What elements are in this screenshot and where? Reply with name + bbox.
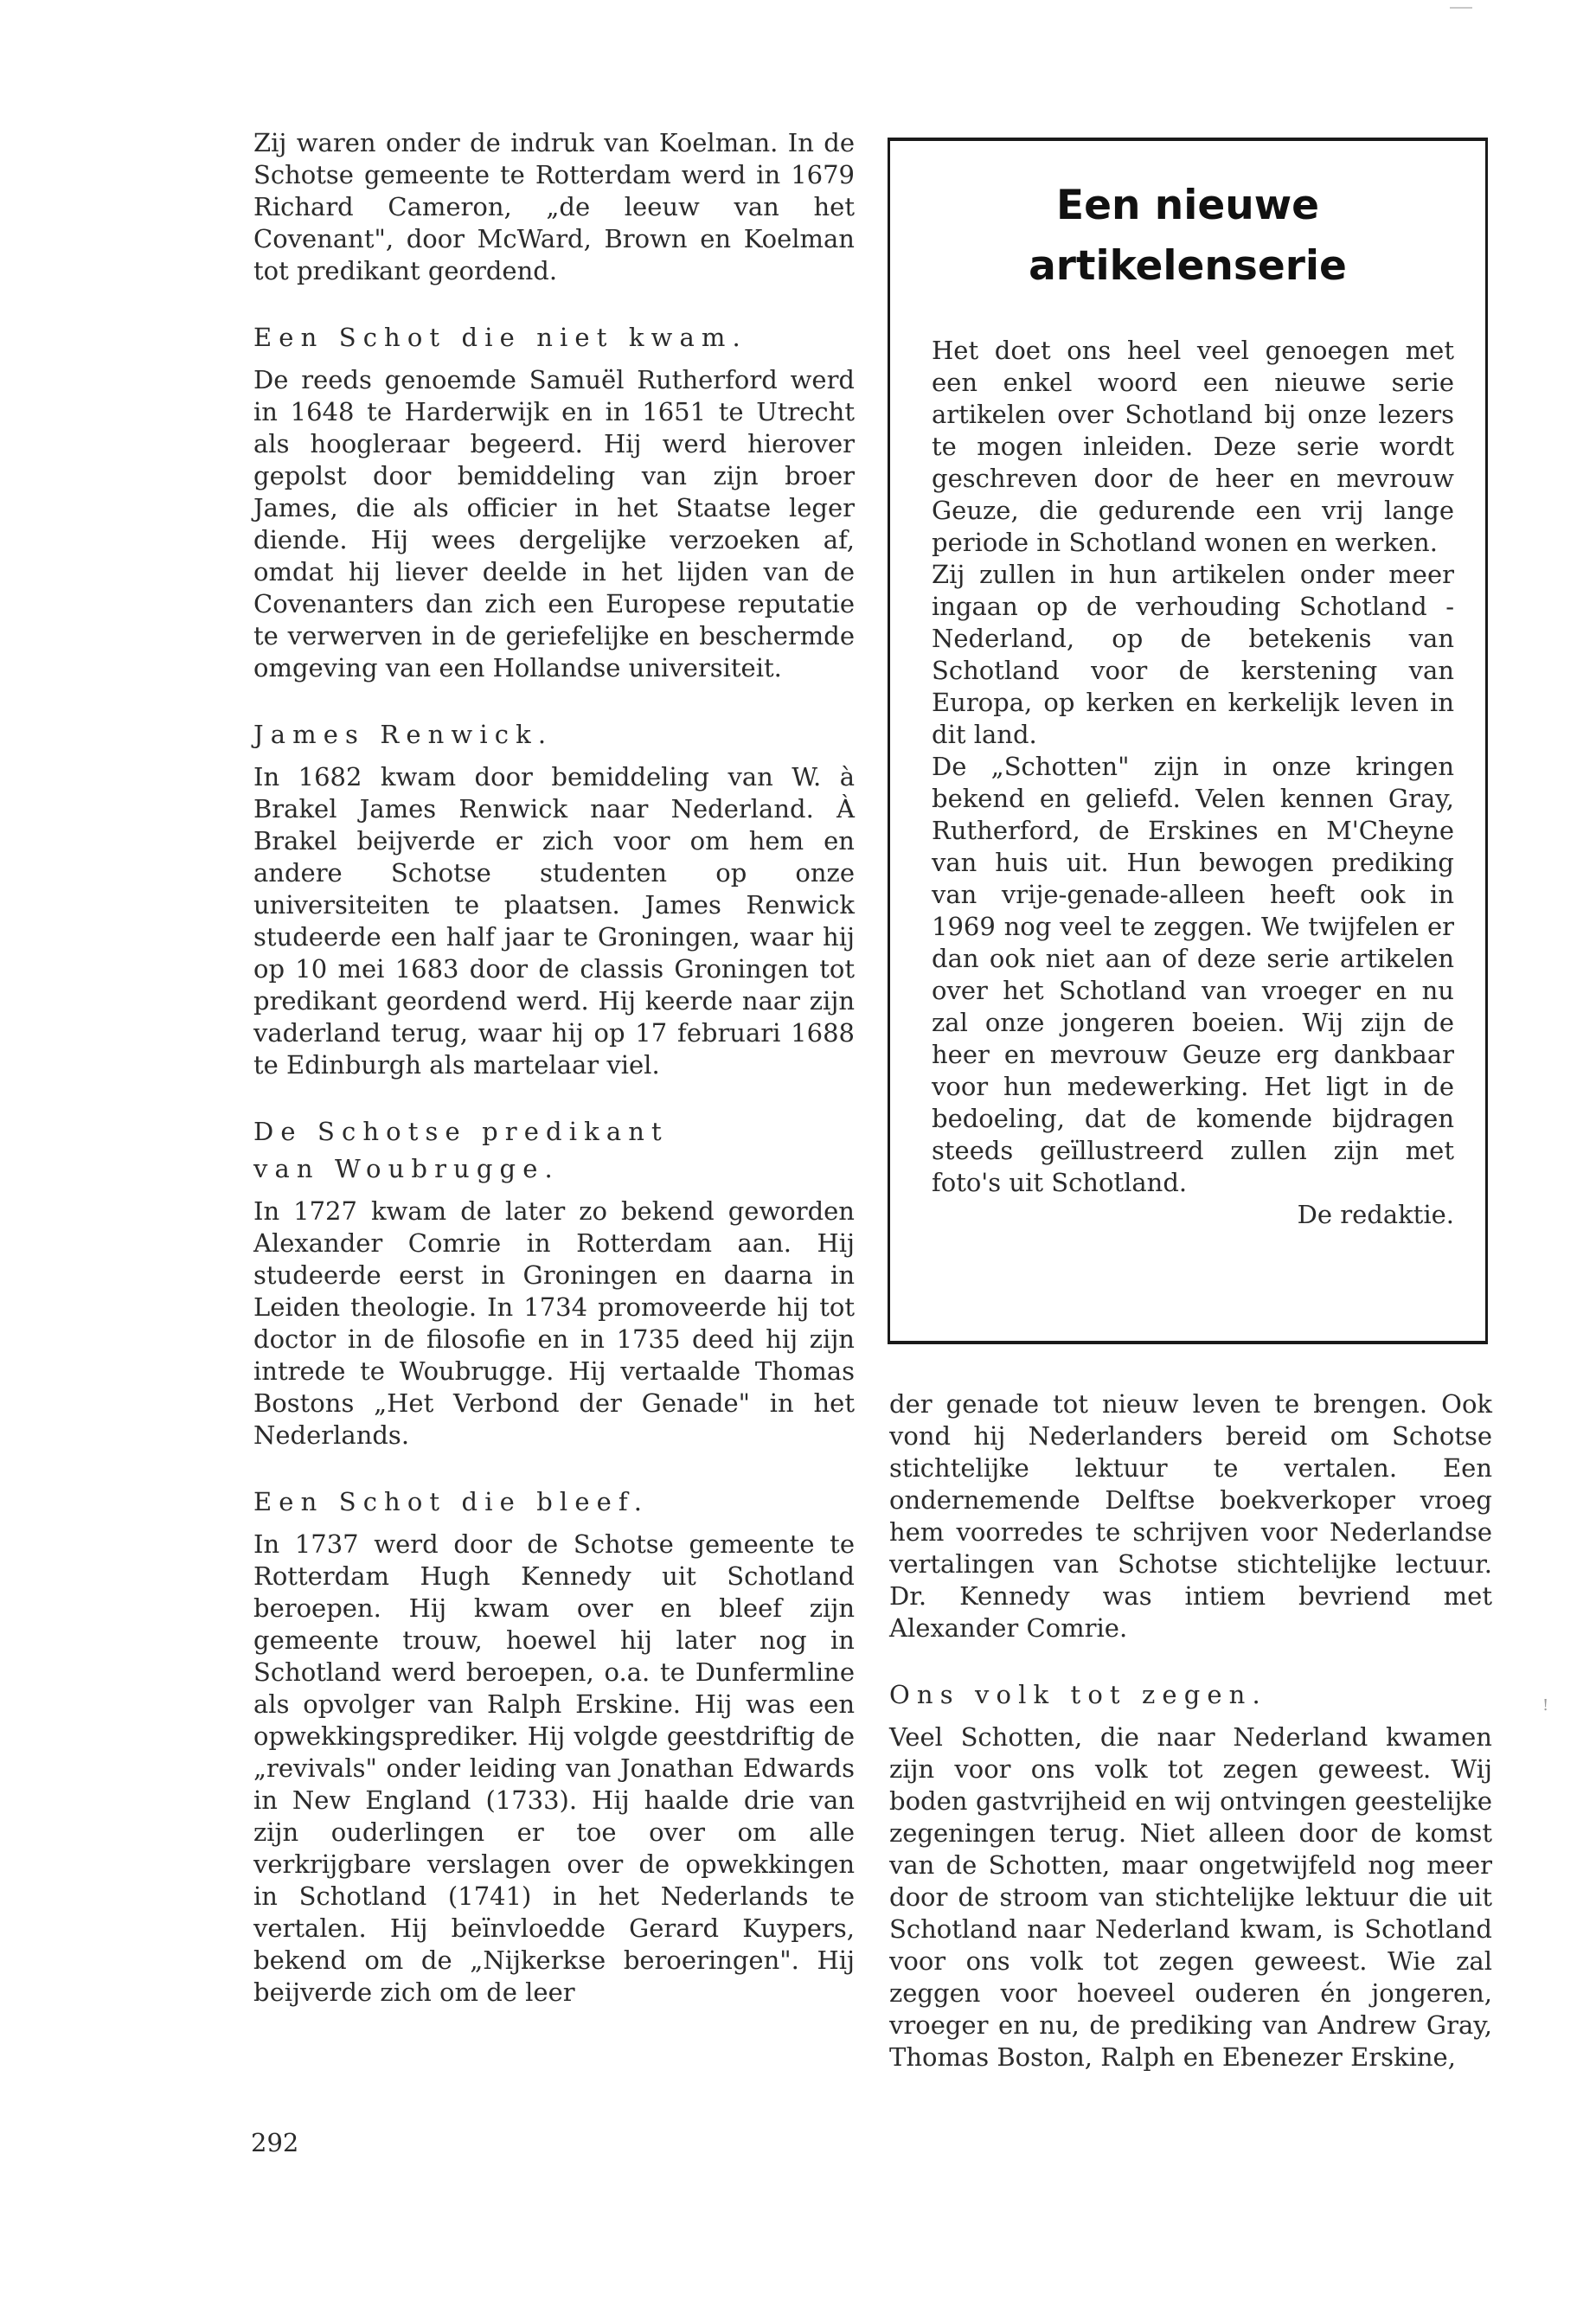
page-number: 292 (251, 2128, 299, 2157)
right-column (889, 1388, 1492, 2073)
announcement-title (890, 176, 1485, 297)
heading-line: James Renwick. (253, 720, 554, 749)
heading-line: Een Schot die bleef. (253, 1487, 650, 1516)
announcement-paragraph: Zij zullen in hun artikelen onder meer ingaan op de verhouding Schotland - Nederland, op de betekenis van Schotland voor de kerstening van Europa, op kerken en kerkelijk leven in dit land. (932, 560, 1454, 749)
announcement-title-line: Een nieuwe (1055, 182, 1319, 229)
heading-james-renwick (253, 719, 855, 751)
heading-een-schot-die-bleef (253, 1486, 855, 1518)
paragraph-genade: der genade tot nieuw leven te brengen. Ook vond hij Nederlanders bereid om Schotse stichtelijke lektuur te vertalen. Een ondernemende Delftse boekverkoper vroeg hem voorredes te schrijven voor Nederlandse vertalingen van Schotse stichtelijke lectuur. Dr. Kennedy was intiem bevriend met Alexander Comrie. (889, 1389, 1492, 1643)
announcement-title-line: artikelenserie (1029, 242, 1347, 290)
announcement-body (932, 335, 1454, 1231)
paragraph-renwick: In 1682 kwam door bemiddeling van W. à Brakel James Renwick naar Nederland. À Brakel beijverde er zich voor om hem en andere Schotse studenten op onze universiteiten te plaatsen. James Renwick studeerde een half jaar te Groningen, waar hij op 10 mei 1683 door de classis Groningen tot predikant geordend werd. Hij keerde naar zijn vaderland terug, waar hij op 17 februari 1688 te Edinburgh als martelaar viel. (253, 762, 855, 1080)
heading-een-schot-die-niet-kwam (253, 322, 855, 354)
paragraph-koelman: Zij waren onder de indruk van Koelman. In de Schotse gemeente te Rotterdam werd in 1679 Richard Cameron, „de leeuw van het Covenant", door McWard, Brown en Koelman tot predikant geordend. (253, 128, 855, 285)
announcement-paragraph: De „Schotten" zijn in onze kringen bekend en geliefd. Velen kennen Gray, Rutherford, de Erskines en M'Cheyne van huis uit. Hun bewogen prediking van vrije-genade-alleen heeft ook in 1969 nog veel te zeggen. We twijfelen er dan ook niet aan of deze serie artikelen over het Schotland van vroeger en nu zal onze jongeren boeien. Wij zijn de heer en mevrouw Geuze erg dankbaar voor hun medewerking. Het ligt in de bedoeling, dat de komende bijdragen steeds geïllustreerd zullen zijn met foto's uit Schotland. (932, 752, 1454, 1197)
heading-line: van Woubrugge. (253, 1154, 560, 1183)
page-edge-mark (1450, 7, 1472, 9)
paragraph-rutherford: De reeds genoemde Samuël Rutherford werd in 1648 te Harderwijk en in 1651 te Utrecht als hoogleraar begeerd. Hij werd hierover gepolst door bemiddeling van zijn broer James, die als officier in het Staatse leger diende. Hij wees dergelijke verzoeken af, omdat hij liever deelde in het lijden van de Covenanters dan zich een Europese reputatie te verwerven in de geriefelijke en beschermde omgeving van een Hollandse universiteit. (253, 365, 855, 683)
left-column (253, 127, 855, 2009)
paragraph-schotten: Veel Schotten, die naar Nederland kwamen zijn voor ons volk tot zegen geweest. Wij boden gastvrijheid en wij ontvingen geestelijke zegeningen terug. Niet alleen door de komst van de Schotten, maar ongetwijfeld nog meer door de stroom van stichtelijke lektuur die uit Schotland naar Nederland kwam, is Schotland voor ons volk tot zegen geweest. Wie zal zeggen voor hoeveel ouderen én jongeren, vroeger en nu, de prediking van Andrew Gray, Thomas Boston, Ralph en Ebenezer Erskine, (889, 1722, 1492, 2072)
heading-line: Een Schot die niet kwam. (253, 323, 747, 352)
paragraph-kennedy: In 1737 werd door de Schotse gemeente te Rotterdam Hugh Kennedy uit Schotland beroepen. Hij kwam over en bleef zijn gemeente trouw, hoewel hij later nog in Schotland werd beroepen, o.a. te Dunfermline als opvolger van Ralph Erskine. Hij was een opwekkingsprediker. Hij volgde geestdriftig de „revivals" onder leiding van Jonathan Edwards in New England (1733). Hij haalde drie van zijn ouderlingen er toe over om alle verkrijgbare verslagen over de opwekkingen in Schotland (1741) in het Nederlands te vertalen. Hij beïnvloedde Gerard Kuypers, bekend om de „Nijkerkse beroeringen". Hij beijverde zich om de leer (253, 1529, 855, 2007)
paragraph-comrie: In 1727 kwam de later zo bekend geworden Alexander Comrie in Rotterdam aan. Hij studeerde eerst in Groningen en daarna in Leiden theologie. In 1734 promoveerde hij tot doctor in de filosofie en in 1735 deed hij zijn intrede te Woubrugge. Hij vertaalde Thomas Bostons „Het Verbond der Genade" in het Nederlands. (253, 1196, 855, 1450)
heading-ons-volk-tot-zegen (889, 1679, 1492, 1711)
stray-mark: ! (1542, 1696, 1549, 1715)
heading-line: Ons volk tot zegen. (889, 1680, 1267, 1709)
announcement-box (888, 138, 1488, 1344)
announcement-paragraph: Het doet ons heel veel genoegen met een enkel woord een nieuwe serie artikelen over Schotland bij onze lezers te mogen inleiden. Deze serie wordt geschreven door de heer en mevrouw Geuze, die gedurende een vrij lange periode in Schotland wonen en werken. (932, 336, 1454, 557)
heading-schotse-predikant (253, 1116, 855, 1185)
announcement-signature: De redaktie. (1297, 1200, 1454, 1229)
heading-line: De Schotse predikant (253, 1117, 669, 1146)
